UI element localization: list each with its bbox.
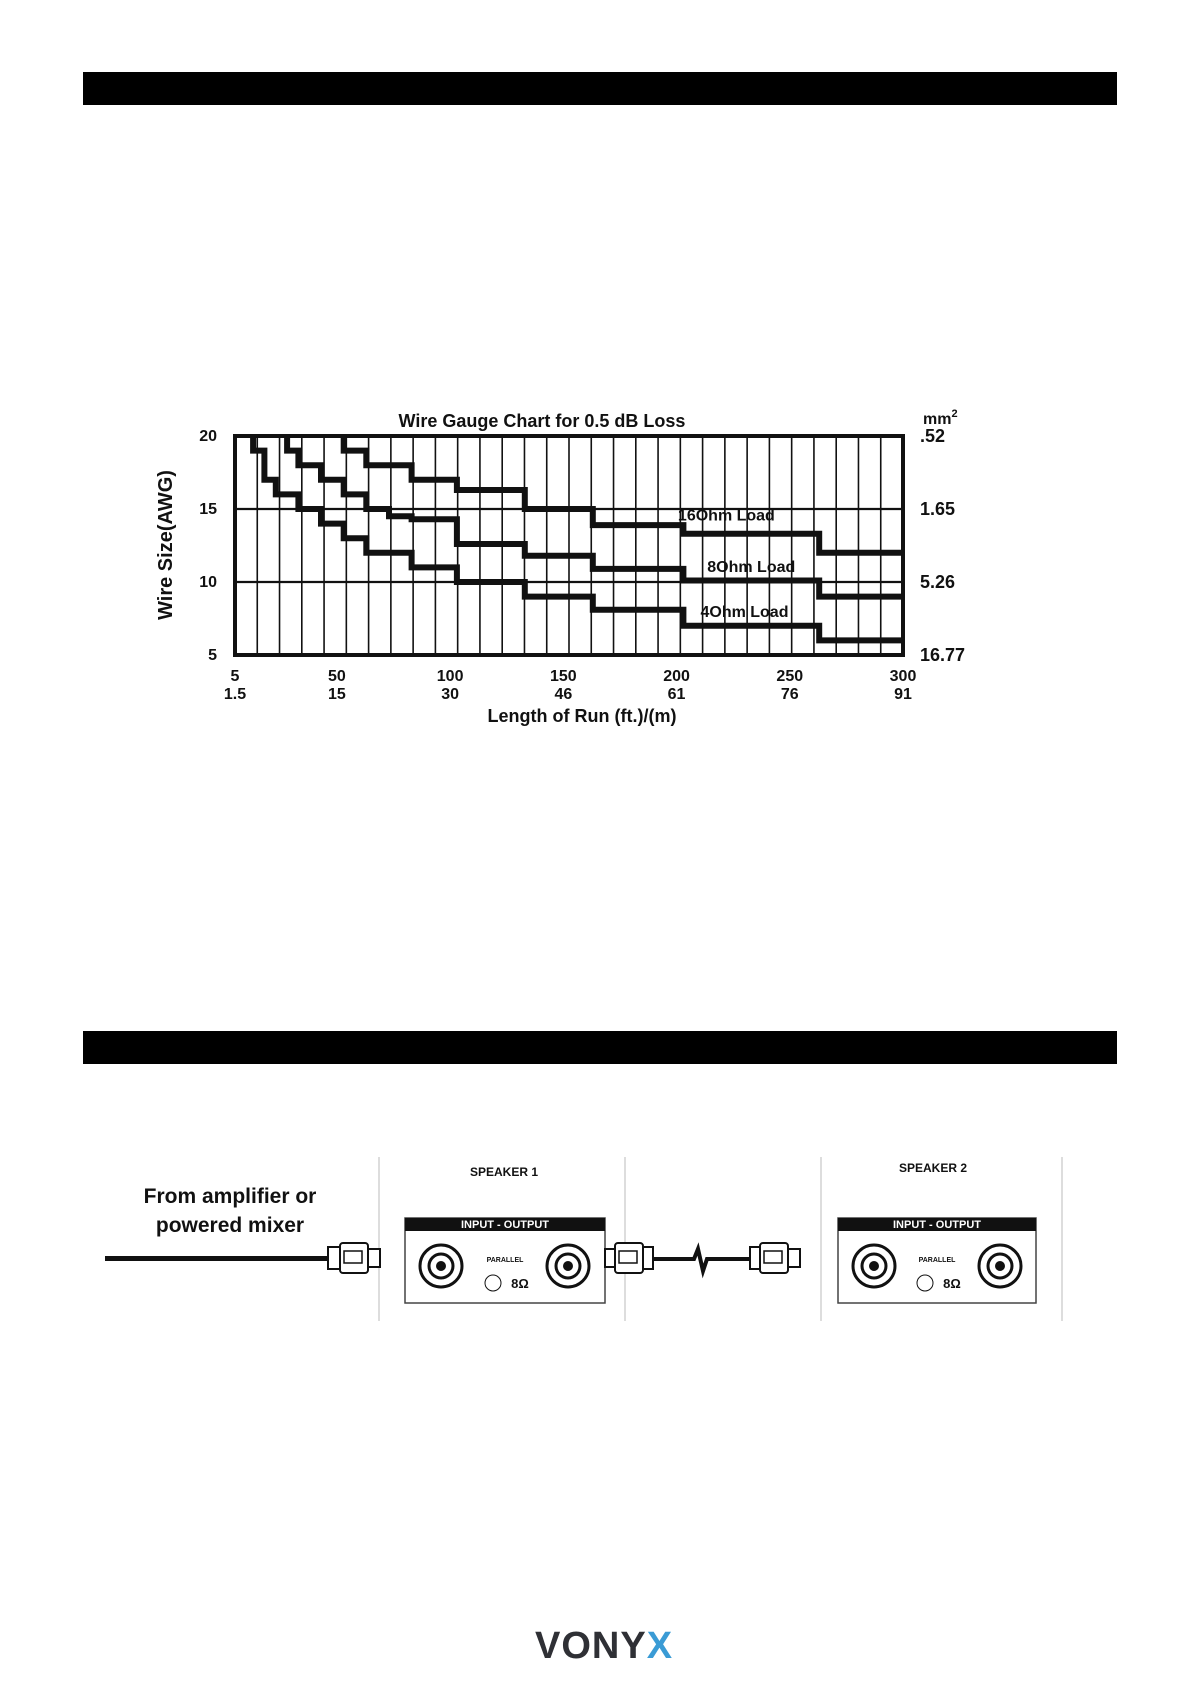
y2-tick-label: 1.65 [920,499,956,519]
pinout-icon [917,1275,933,1291]
y2-tick-label: 5.26 [920,572,956,592]
x-tick-label-ft: 5 [230,668,240,685]
source-label-line2: powered mixer [155,1214,305,1237]
vonyx-logo [535,1625,674,1667]
link-cable [653,1249,750,1271]
logo-accent: X [646,1625,674,1667]
speakon-plug-icon [328,1243,380,1273]
y2-tick-label: .52 [920,426,946,446]
chart-title: Wire Gauge Chart for 0.5 dB Loss [398,411,686,431]
x-tick-label-ft: 150 [549,668,577,685]
y-tick-label: 15 [199,501,217,518]
series-label: 8Ohm Load [707,558,796,576]
speaker-1-title: SPEAKER 1 [469,1165,539,1179]
input-cable [105,1256,330,1261]
speaker-2-panel [838,1218,1036,1303]
secondary-axis-label-superscript: 2 [951,408,958,420]
x-tick-label-ft: 50 [327,668,346,685]
series-line [253,436,903,640]
y2-tick-label: 16.77 [920,645,966,665]
x-tick-label-ft: 250 [776,668,804,685]
x-tick-label-ft: 200 [663,668,690,685]
section-header-bar-top [83,72,1117,105]
x-tick-label-m: 15 [327,686,346,703]
section-header-bar-middle [83,1031,1117,1064]
speaker-1-impedance-label: 8Ω [511,1276,529,1291]
x-tick-label-m: 1.5 [223,686,247,703]
series-line [344,436,903,553]
y-tick-label: 10 [199,574,217,591]
y-tick-label: 20 [199,428,217,445]
x-tick-label-m: 76 [780,686,799,703]
speaker-1-panel [405,1218,605,1303]
logo-wordmark [535,1625,673,1667]
x-tick-label-ft: 100 [436,668,464,685]
y-tick-label: 5 [208,647,217,664]
series-label: 16Ohm Load [677,507,775,525]
secondary-axis-label: $mm^2$ [923,408,958,428]
speakon-plug-icon [750,1243,800,1273]
source-label-line1: From amplifier or [143,1185,317,1208]
wire-gauge-chart [150,408,990,800]
series-label: 4Ohm Load [700,604,789,622]
speaker-connection-diagram [100,1155,1070,1325]
chart-grid [235,436,903,655]
x-tick-label-m: 46 [554,686,573,703]
x-tick-label-ft: 300 [889,668,917,685]
speaker-2-panel-label: INPUT - OUTPUT [893,1219,981,1231]
logo-text: VONY [535,1625,647,1667]
speaker-1-panel-label: INPUT - OUTPUT [461,1219,549,1231]
x-axis-label: Length of Run (ft.)/(m) [487,706,677,726]
pinout-icon [485,1275,501,1291]
speakon-plug-icon [605,1243,653,1273]
speaker-2-parallel-label: PARALLEL [918,1257,956,1264]
chart-labels [155,408,965,726]
x-tick-label-m: 30 [441,686,460,703]
speaker-2-title: SPEAKER 2 [898,1161,968,1175]
speaker-2-impedance-label: 8Ω [943,1276,961,1291]
x-tick-label-m: 91 [894,686,912,703]
y-axis-label: Wire Size(AWG) [155,470,177,620]
chart-series [253,436,903,640]
x-tick-label-m: 61 [667,686,686,703]
speaker-1-parallel-label: PARALLEL [486,1257,524,1264]
